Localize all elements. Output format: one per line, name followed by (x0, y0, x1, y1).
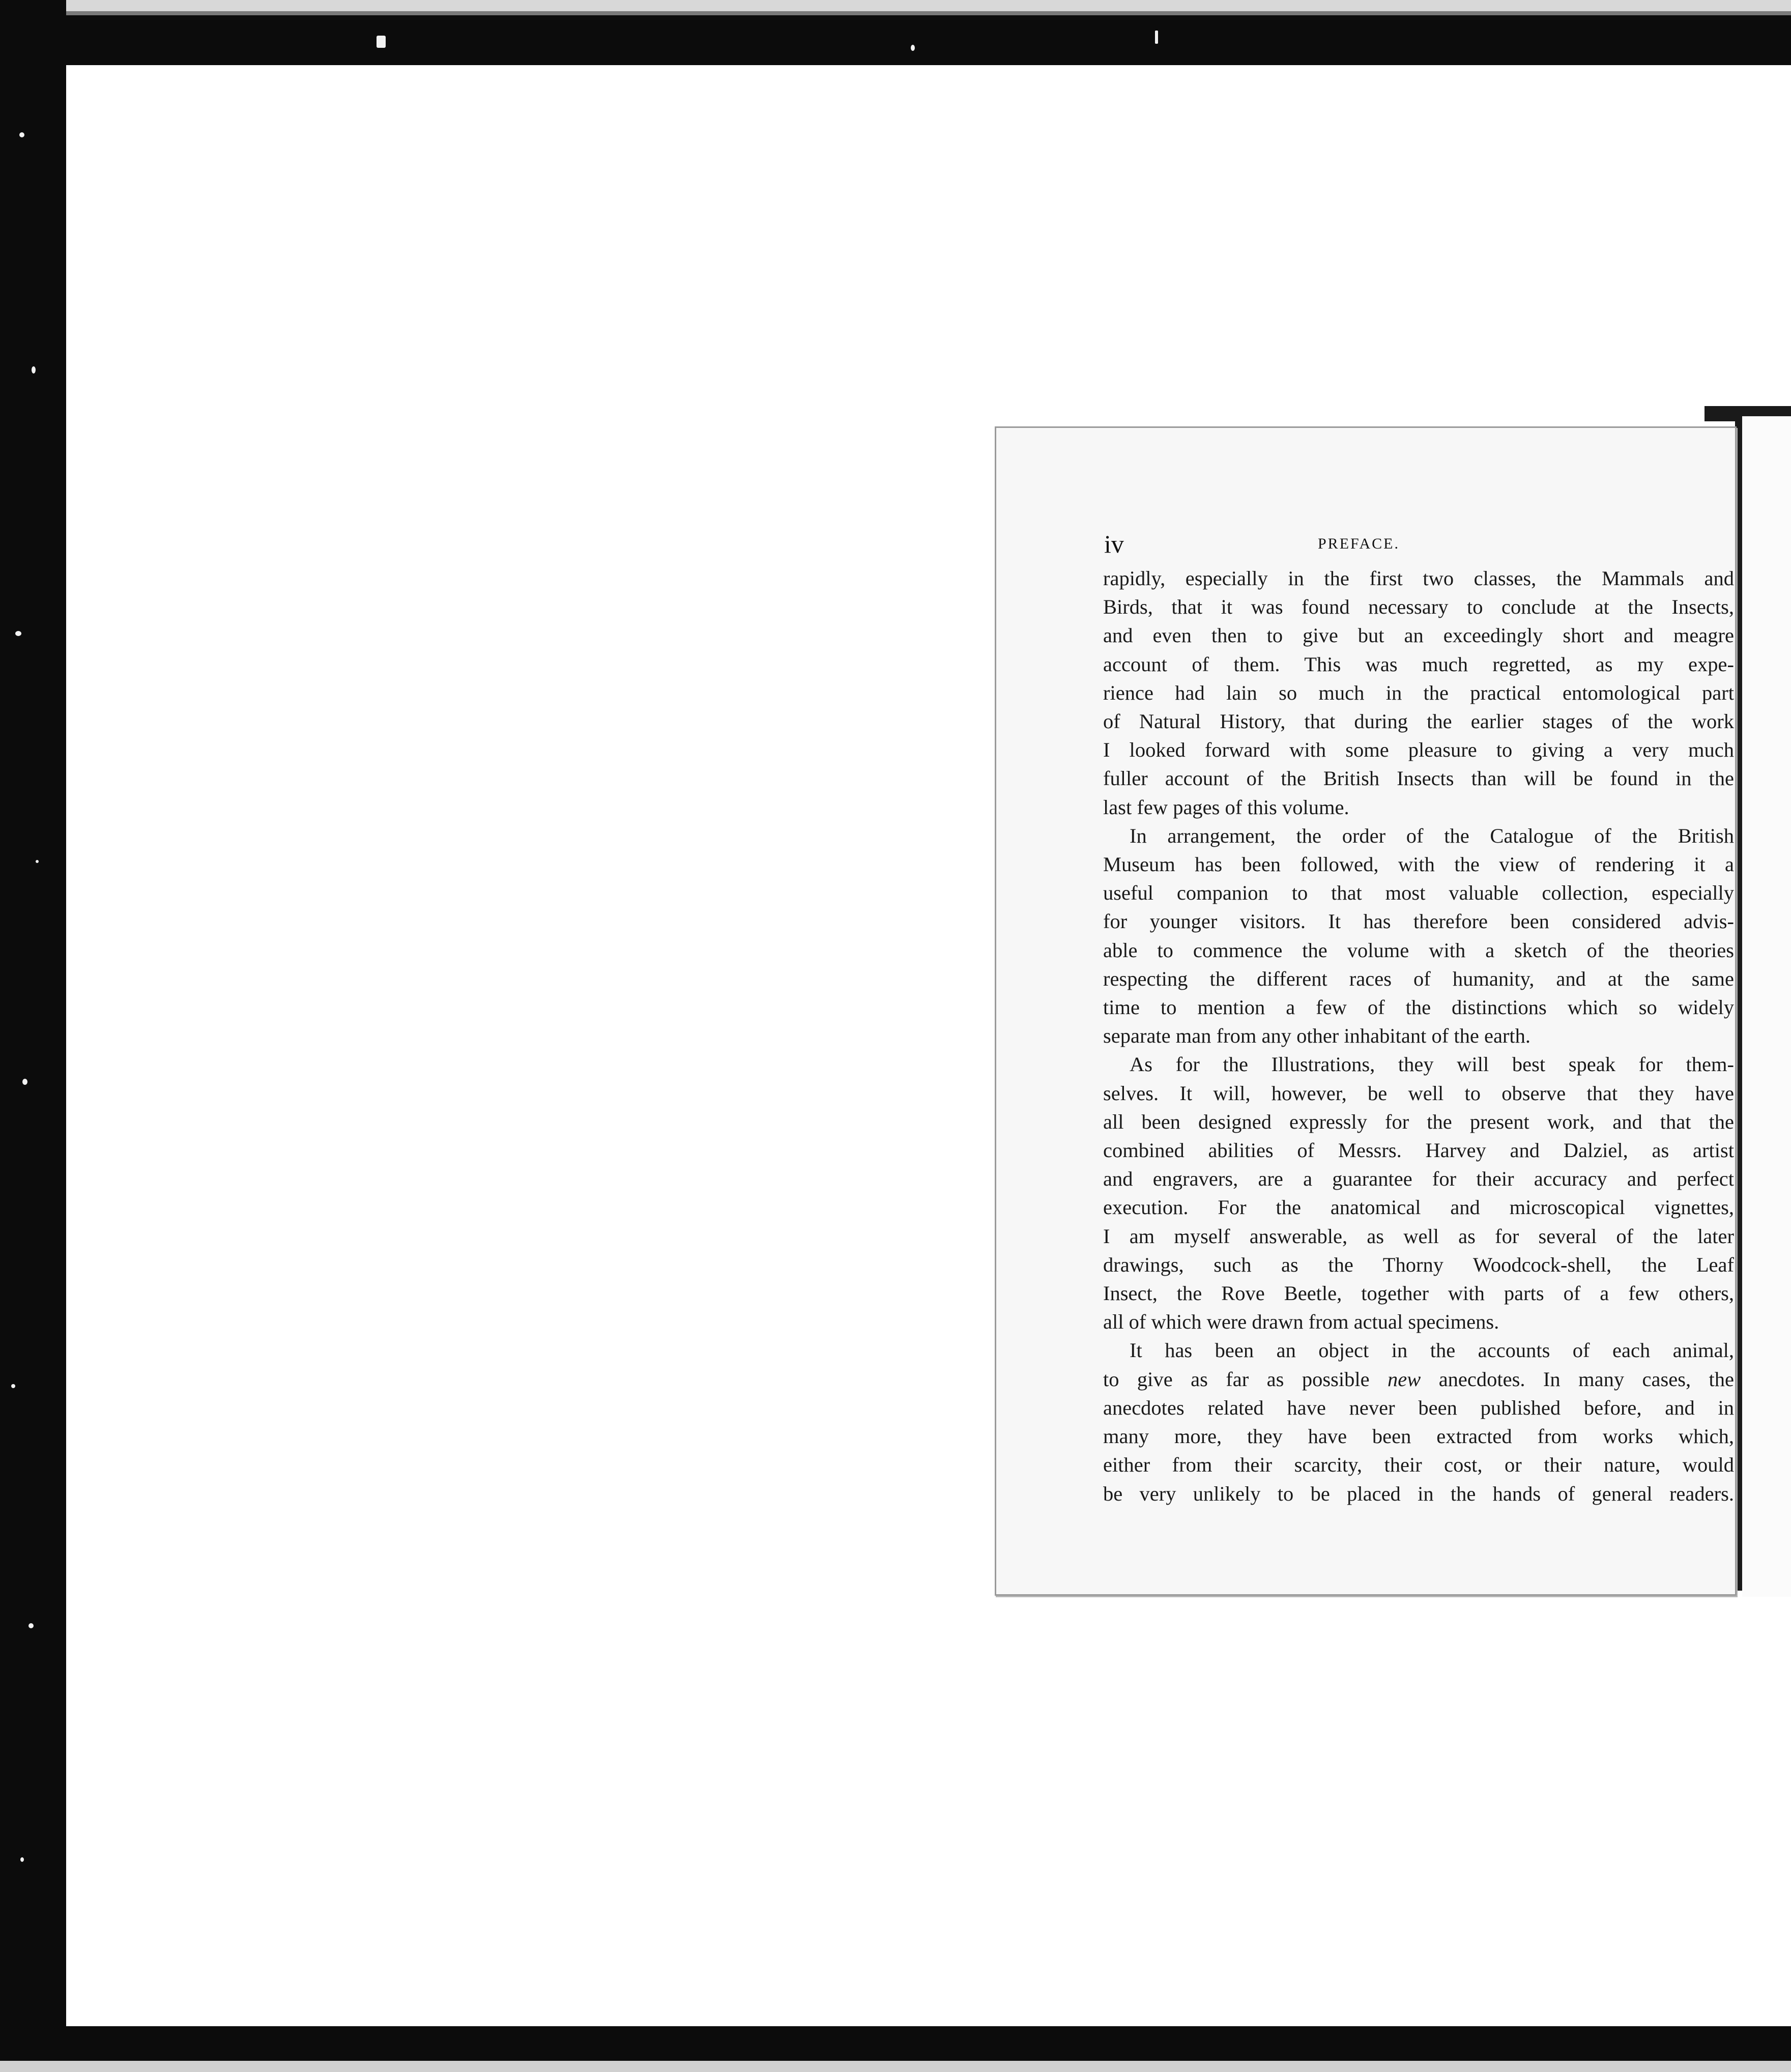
dust-speck (20, 1857, 24, 1862)
paragraph (1103, 1336, 1734, 1508)
text-line: of Natural History, that during the earlier stages of the work (1103, 710, 1734, 733)
running-title: PREFACE. (1318, 535, 1400, 552)
film-border-left (0, 0, 66, 2072)
book-page (995, 426, 1737, 1596)
text-line: either from their scarcity, their cost, or their nature, would (1103, 1453, 1734, 1477)
text-line: able to commence the volume with a sketch of the theories (1103, 938, 1734, 962)
italic-word: new (1388, 1367, 1421, 1391)
text-line: and even then to give but an exceedingly short and meagre (1103, 624, 1734, 647)
text-line: separate man from any other inhabitant of the earth. (1103, 1024, 1531, 1048)
dust-speck (15, 631, 21, 636)
dust-speck (22, 1079, 27, 1085)
text-line: selves. It will, however, be well to observe that they have (1103, 1081, 1734, 1105)
text-line: I am myself answerable, as well as for several of the later (1103, 1224, 1734, 1248)
paragraph (1103, 564, 1734, 822)
text-line: all been designed expressly for the present work, and that the (1103, 1110, 1734, 1133)
text-line: useful companion to that most valuable collection, especially (1103, 881, 1734, 905)
text-line: Birds, that it was found necessary to conclude at the Insects, (1103, 595, 1734, 619)
text-line: I looked forward with some pleasure to giving a very much (1103, 738, 1734, 762)
film-edge-strip-bottom (0, 2061, 1791, 2072)
text-run: to give as far as possible (1103, 1367, 1388, 1391)
dust-speck (11, 1384, 15, 1388)
page-number: iv (1104, 530, 1124, 558)
text-line: account of them. This was much regretted, as my expe- (1103, 652, 1734, 676)
text-run: anecdotes. In many cases, the (1421, 1367, 1734, 1391)
body-text (1103, 564, 1734, 1508)
paragraph (1103, 1050, 1734, 1336)
text-line: last few pages of this volume. (1103, 795, 1349, 819)
text-line: In arrangement, the order of the Catalogue of the British (1130, 824, 1734, 847)
dust-speck (19, 132, 24, 137)
text-line: and engravers, are a guarantee for their accuracy and perfect (1103, 1167, 1734, 1191)
dust-speck (28, 1623, 34, 1628)
text-line: many more, they have been extracted from works which, (1103, 1425, 1734, 1448)
text-line: anecdotes related have never been published before, and in (1103, 1396, 1734, 1419)
text-line: drawings, such as the Thorny Woodcock-shell, the Leaf (1103, 1253, 1734, 1276)
dust-speck (32, 366, 36, 373)
text-line-with-italic (1103, 1365, 1734, 1394)
dust-speck (36, 860, 39, 863)
text-line: It has been an object in the accounts of each animal, (1130, 1339, 1734, 1362)
text-line: all of which were drawn from actual specimens. (1103, 1310, 1499, 1334)
text-line: for younger visitors. It has therefore been considered advis- (1103, 910, 1734, 933)
text-line: rience had lain so much in the practical entomological part (1103, 681, 1734, 704)
text-line: rapidly, especially in the first two classes, the Mammals and (1103, 567, 1734, 590)
text-line: time to mention a few of the distinctions which so widely (1103, 996, 1734, 1019)
dust-speck (377, 36, 386, 48)
text-line: As for the Illustrations, they will best speak for them- (1130, 1053, 1734, 1076)
dust-speck (911, 45, 915, 51)
text-line: respecting the different races of humanity, and at the same (1103, 967, 1734, 990)
paragraph (1103, 822, 1734, 1051)
dust-speck (1155, 31, 1158, 44)
text-line: Museum has been followed, with the view of rendering it a (1103, 853, 1734, 876)
text-line: fuller account of the British Insects than will be found in the (1103, 767, 1734, 790)
running-head (1104, 530, 1705, 558)
text-line: execution. For the anatomical and microscopical vignettes, (1103, 1196, 1734, 1219)
text-line: be very unlikely to be placed in the hands of general readers. (1103, 1482, 1734, 1505)
film-edge-strip-top (0, 0, 1791, 11)
text-line: combined abilities of Messrs. Harvey and Dalziel, as artist (1103, 1139, 1734, 1162)
facing-page-fragment (1742, 416, 1791, 1597)
text-line: Insect, the Rove Beetle, together with parts of a few others, (1103, 1282, 1734, 1305)
film-edge-line-top (0, 11, 1791, 15)
